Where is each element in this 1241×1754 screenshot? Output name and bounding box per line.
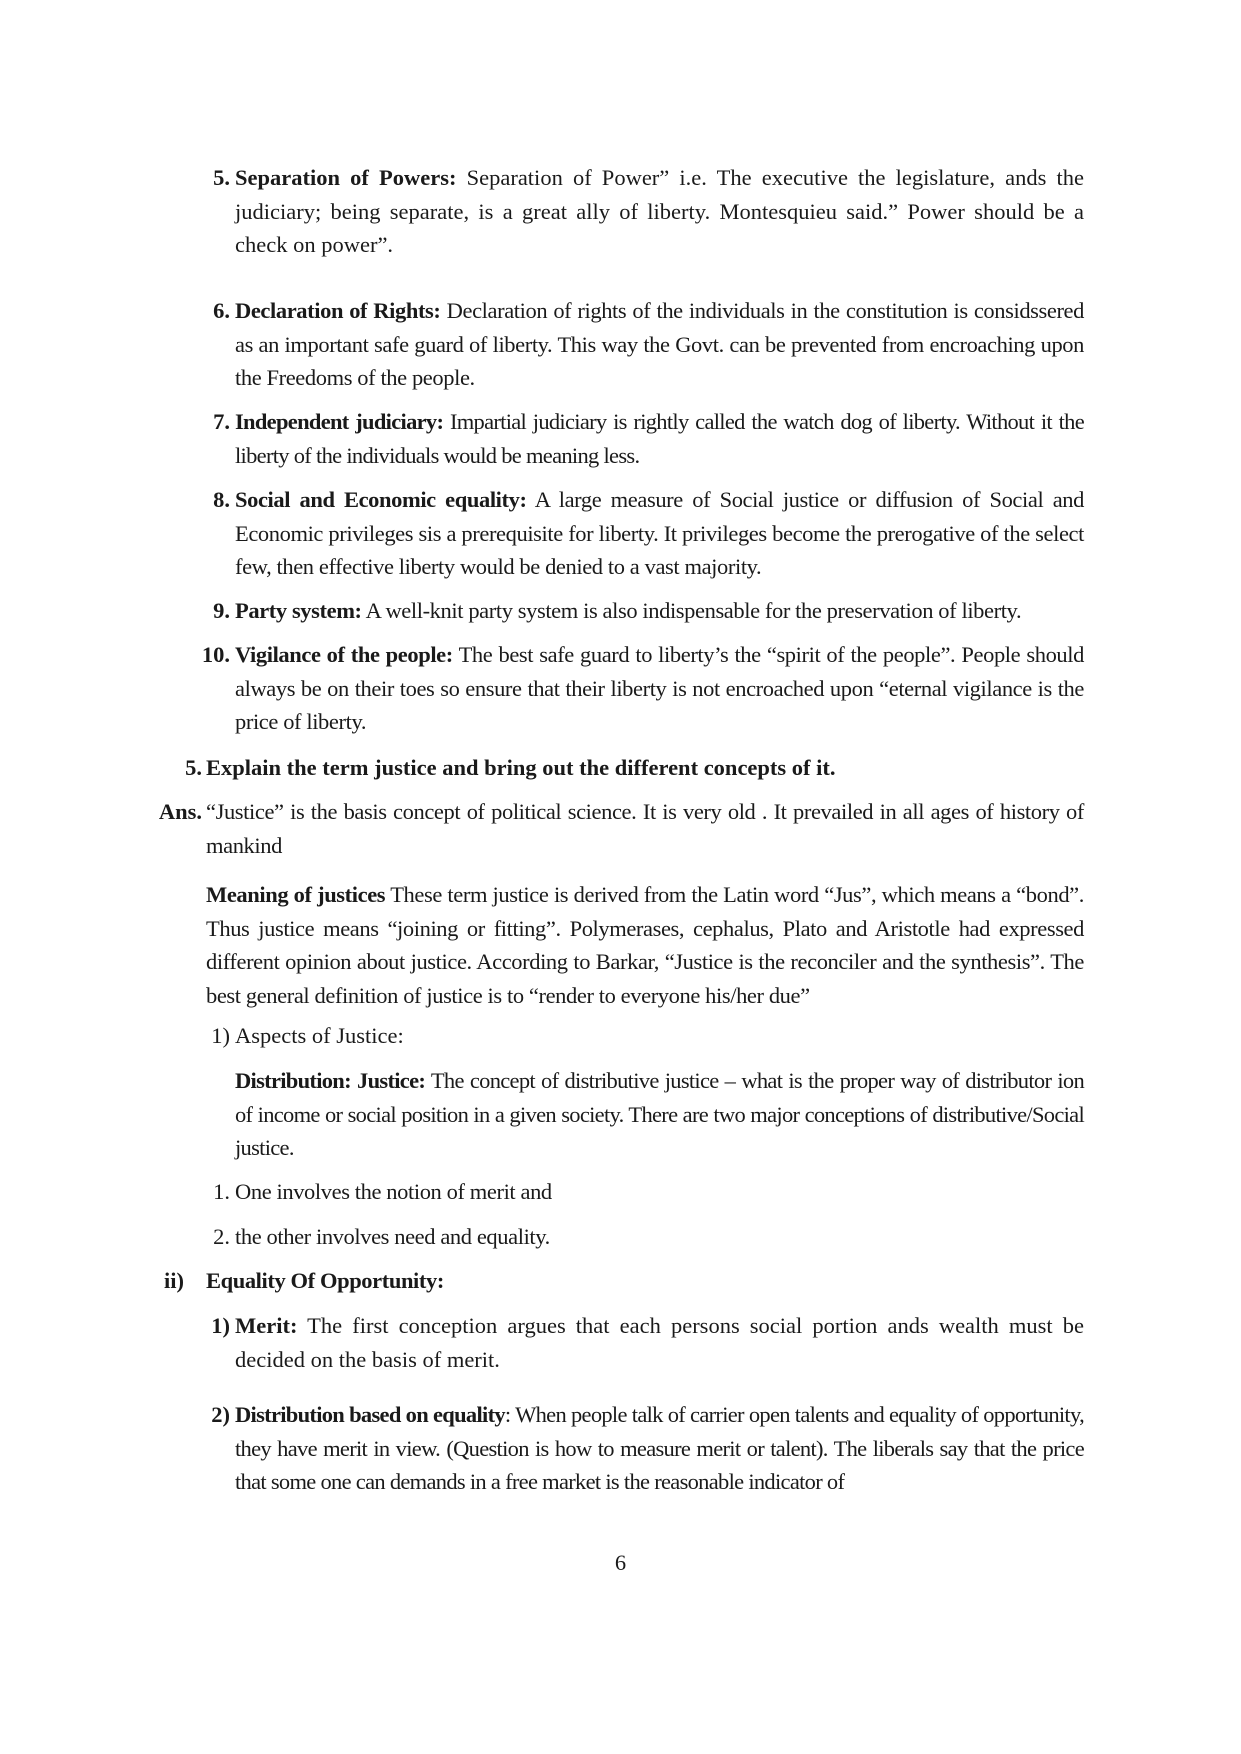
list-item-declaration-of-rights xyxy=(235,294,1084,395)
list-item-party-system xyxy=(235,594,1084,628)
list-item-number: 5. xyxy=(213,165,230,190)
list-item-social-economic-equality xyxy=(235,483,1084,584)
aspects-number: 1) xyxy=(211,1023,230,1048)
list-item-text: Impartial judiciary is rightly called the watch dog of liberty. Without it the liberty of the individuals would be meaning less. xyxy=(235,409,1084,468)
list-item-label: Social and Economic equality: xyxy=(235,487,527,512)
sub-item-label: Merit: xyxy=(235,1313,298,1338)
sub-item-label: Distribution based on equality xyxy=(235,1402,505,1427)
distribution-text: The concept of distributive justice – what is the proper way of distributor ion of income or social position in a given society. There are two major conceptions of distributive/Social justice. xyxy=(235,1068,1085,1160)
list-item-independent-judiciary xyxy=(235,405,1084,472)
sub-item-merit xyxy=(235,1309,1084,1376)
sub-item-text: : When people talk of carrier open talents and equality of opportunity, they have merit in view. (Question is how to measure merit or talent). The liberals say that the price that some one can demands in a free market is the reasonable indicator of xyxy=(235,1402,1084,1494)
list-item-label: Separation of Powers: xyxy=(235,165,457,190)
aspects-heading: Aspects of Justice: xyxy=(235,1023,404,1048)
conception-item-merit: One involves the notion of merit and xyxy=(235,1179,552,1204)
distribution-label: Distribution: Justice: xyxy=(235,1068,426,1093)
sub-item-number: 1) xyxy=(211,1313,230,1338)
list-item-text: A large measure of Social justice or diffusion of Social and Economic privileges sis a prerequisite for liberty. It privileges become the prerogative of the select few, then effective liberty would be denied to a vast majority. xyxy=(235,487,1084,579)
list-item-label: Party system: xyxy=(235,598,362,623)
question-number: 5. xyxy=(185,755,202,780)
answer-label: Ans. xyxy=(158,799,202,824)
list-item-number: 8. xyxy=(213,487,230,512)
list-item-text: Declaration of rights of the individuals in the constitution is considssered as an important safe guard of liberty. This way the Govt. can be prevented from encroaching upon the Freedoms of the people. xyxy=(235,298,1084,390)
list-item-text: The best safe guard to liberty’s the “spirit of the people”. People should always be on their toes so ensure that their liberty is not encroached upon “eternal vigilance is the price of liberty. xyxy=(235,642,1084,734)
list-item-label: Declaration of Rights: xyxy=(235,298,441,323)
list-item-number: 6. xyxy=(213,298,230,323)
page-number: 6 xyxy=(614,1550,627,1575)
list-item-vigilance-of-people xyxy=(235,638,1084,739)
list-item-number: 7. xyxy=(213,409,230,434)
list-item-label: Independent judiciary: xyxy=(235,409,444,434)
meaning-label: Meaning of justices xyxy=(206,882,386,907)
section-ii-number: ii) xyxy=(164,1268,184,1293)
list-item-label: Vigilance of the people: xyxy=(235,642,453,667)
meaning-text: These term justice is derived from the Latin word “Jus”, which means a “bond”. Thus justice means “joining or fitting”. Polymerases, cephalus, Plato and Aristotle had expressed different opinion about justice. According to Barkar, “Justice is the reconciler and the synthesis”. The best general definition of justice is to “render to everyone his/her due” xyxy=(206,882,1084,1008)
sub-item-text: The first conception argues that each persons social portion ands wealth must be decided on the basis of merit. xyxy=(235,1313,1084,1372)
answer-text: “Justice” is the basis concept of political science. It is very old . It prevailed in all ages of history of mankind xyxy=(206,799,1084,858)
meaning-paragraph xyxy=(206,878,1084,1012)
conception-number: 2. xyxy=(213,1224,230,1249)
conception-number: 1. xyxy=(213,1179,230,1204)
sub-item-distribution-equality xyxy=(235,1398,1084,1499)
list-item-number: 10. xyxy=(201,642,230,667)
section-ii-heading: Equality Of Opportunity: xyxy=(206,1268,444,1293)
conception-item-need: the other involves need and equality. xyxy=(235,1224,550,1249)
distribution-paragraph xyxy=(235,1064,1084,1165)
sub-item-number: 2) xyxy=(211,1402,230,1427)
list-item-text: A well-knit party system is also indispensable for the preservation of liberty. xyxy=(361,598,1022,623)
list-item-separation-of-powers xyxy=(235,161,1084,262)
question-text: Explain the term justice and bring out the different concepts of it. xyxy=(206,755,836,780)
list-item-text: Separation of Power” i.e. The executive the legislature, ands the judiciary; being separate, is a great ally of liberty. Montesquieu said.” Power should be a check on power”. xyxy=(235,165,1084,257)
list-item-number: 9. xyxy=(213,598,230,623)
